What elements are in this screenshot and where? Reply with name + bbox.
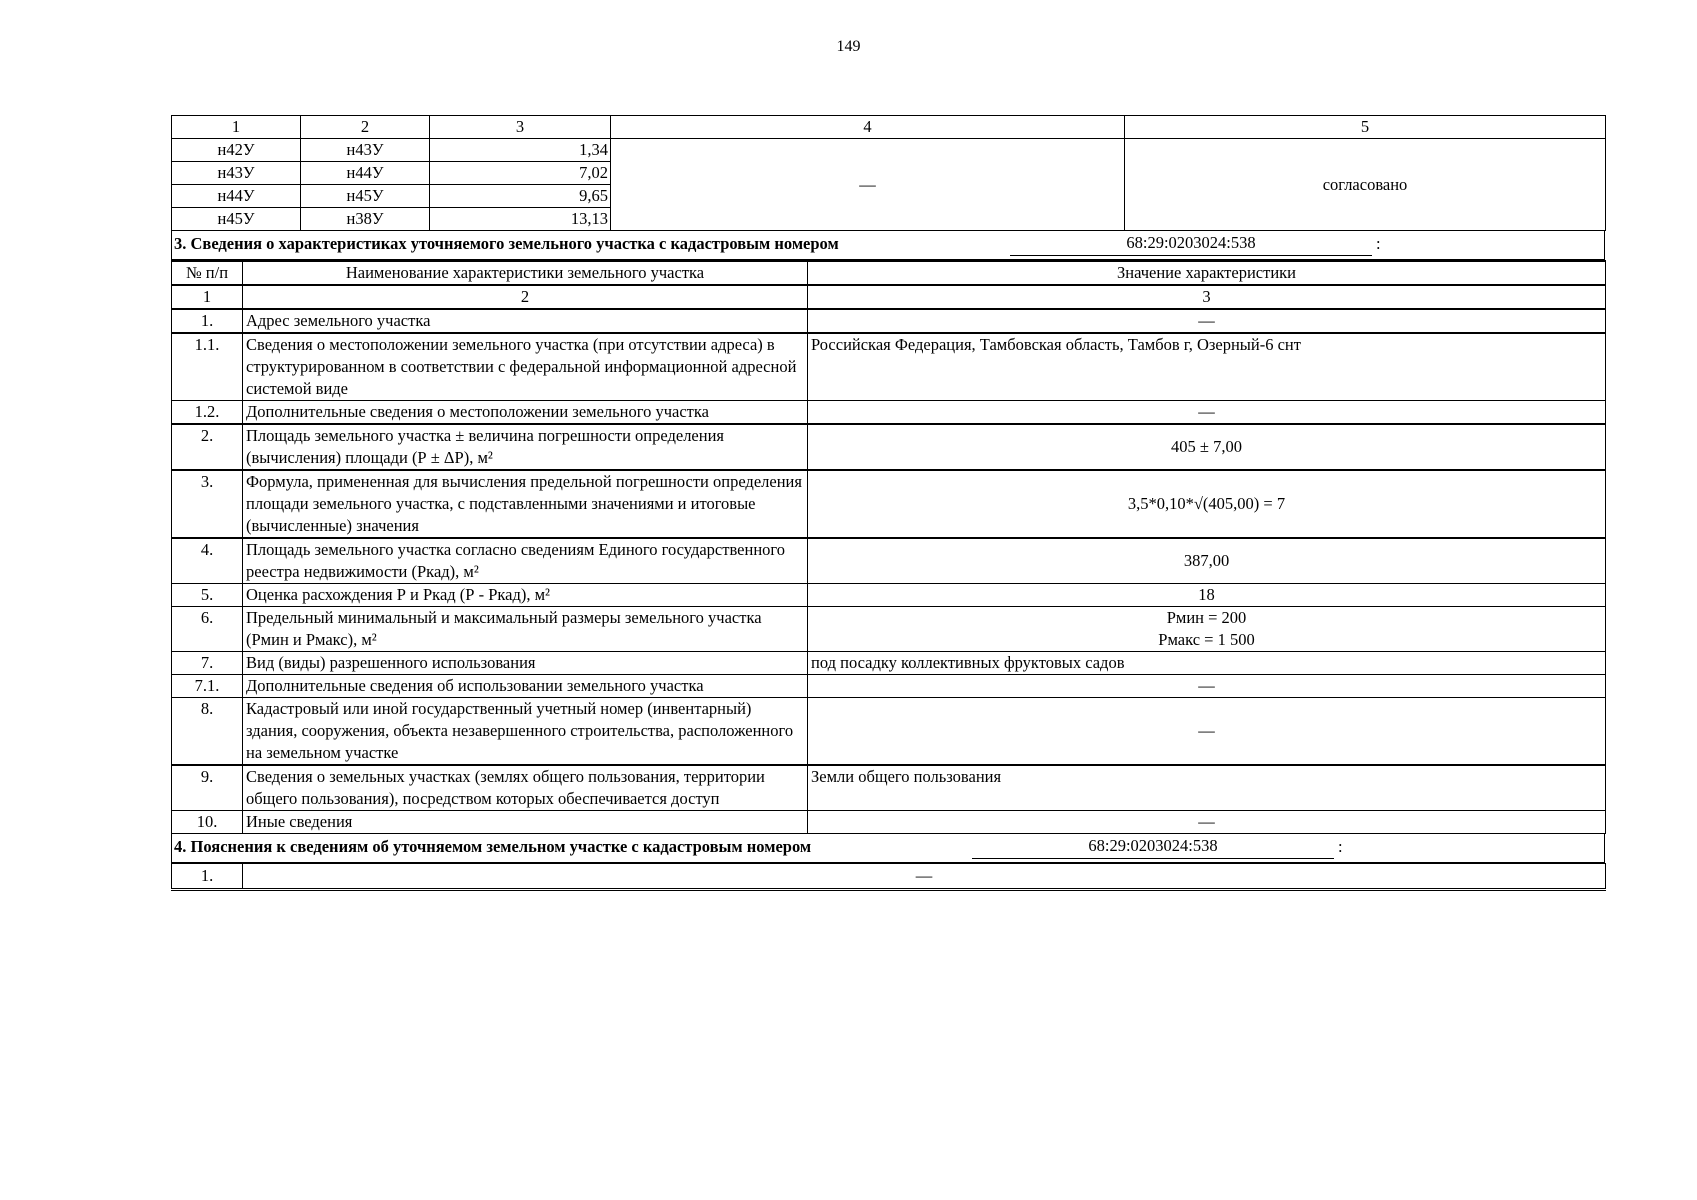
explanation-row (172, 864, 1606, 890)
row-number: 1. (172, 864, 243, 890)
point-to: н38У (301, 208, 430, 231)
characteristic-value: — (808, 811, 1606, 834)
segment-length: 1,34 (430, 139, 611, 162)
point-to: н45У (301, 185, 430, 208)
characteristic-value: — (808, 309, 1606, 333)
characteristic-name: Дополнительные сведения о местоположении земельного участка (243, 401, 808, 425)
row-number: 10. (172, 811, 243, 834)
row-number: 1.2. (172, 401, 243, 425)
row-number: 5. (172, 584, 243, 607)
segment-length: 13,13 (430, 208, 611, 231)
characteristic-value: 387,00 (808, 538, 1606, 584)
characteristic-value: 18 (808, 584, 1606, 607)
characteristic-row (172, 538, 1606, 584)
boundary-header-cell: 3 (430, 116, 611, 139)
header-value: Значение характеристики (808, 261, 1606, 285)
min-area-value: Рмин = 200 (1166, 608, 1247, 627)
point-from: н42У (172, 139, 301, 162)
characteristic-value: 3,5*0,10*√(405,00) = 7 (808, 470, 1606, 538)
boundary-col4-value: — (611, 139, 1125, 231)
characteristic-value: под посадку коллективных фруктовых садов (808, 652, 1606, 675)
row-number: 2. (172, 424, 243, 470)
row-number: 9. (172, 765, 243, 811)
point-from: н45У (172, 208, 301, 231)
characteristic-name: Площадь земельного участка согласно сведениям Единого государственного реестра недвижимости (Ркад), м² (243, 538, 808, 584)
section3-title: 3. Сведения о характеристиках уточняемого земельного участка с кадастровым номером (174, 234, 839, 253)
row-number: 7.1. (172, 675, 243, 698)
characteristic-row (172, 765, 1606, 811)
segment-length: 9,65 (430, 185, 611, 208)
section3-cadastral-wrap (1010, 231, 1372, 256)
document-body (171, 115, 1605, 891)
section4-cadastral-number: 68:29:0203024:538 (972, 834, 1334, 859)
section3-colon: : (1376, 234, 1381, 253)
characteristic-value: — (808, 401, 1606, 425)
row-number: 1. (172, 309, 243, 333)
boundary-header-cell: 4 (611, 116, 1125, 139)
characteristic-row (172, 584, 1606, 607)
characteristic-row (172, 675, 1606, 698)
characteristics-header-row (172, 261, 1606, 285)
characteristic-name: Дополнительные сведения об использовании земельного участка (243, 675, 808, 698)
column-number-row (172, 285, 1606, 309)
section3-cadastral-number: 68:29:0203024:538 (1010, 231, 1372, 256)
boundary-table (171, 115, 1606, 231)
characteristic-value: Земли общего пользования (808, 765, 1606, 811)
characteristic-row (172, 811, 1606, 834)
characteristic-name: Кадастровый или иной государственный учетный номер (инвентарный) здания, сооружения, объекта незавершенного строительства, расположенного на земельном участке (243, 698, 808, 766)
characteristic-row (172, 401, 1606, 425)
characteristic-name: Формула, примененная для вычисления предельной погрешности определения площади земельного участка, с подставленными значениями и итоговые (вычисленные) значения (243, 470, 808, 538)
characteristic-value (808, 607, 1606, 652)
boundary-header-cell: 1 (172, 116, 301, 139)
explanation-value: — (243, 864, 1606, 890)
point-to: н44У (301, 162, 430, 185)
characteristic-row (172, 424, 1606, 470)
section3-heading (171, 231, 1605, 260)
characteristic-name: Адрес земельного участка (243, 309, 808, 333)
header-name: Наименование характеристики земельного участка (243, 261, 808, 285)
approval-status: согласовано (1125, 139, 1606, 231)
section4-heading (171, 834, 1605, 863)
header-number: № п/п (172, 261, 243, 285)
characteristic-name: Сведения о местоположении земельного участка (при отсутствии адреса) в структурированном в соответствии с федеральной информационной адресной системой виде (243, 333, 808, 401)
point-from: н43У (172, 162, 301, 185)
column-number: 2 (243, 285, 808, 309)
column-number: 3 (808, 285, 1606, 309)
section4-title: 4. Пояснения к сведениям об уточняемом земельном участке с кадастровым номером (174, 837, 812, 856)
characteristic-value: — (808, 698, 1606, 766)
point-to: н43У (301, 139, 430, 162)
page-number: 149 (836, 38, 861, 55)
characteristic-value: 405 ± 7,00 (808, 424, 1606, 470)
characteristic-value: — (808, 675, 1606, 698)
explanations-table (171, 863, 1606, 891)
boundary-header-cell: 5 (1125, 116, 1606, 139)
characteristic-row (172, 652, 1606, 675)
characteristic-row (172, 333, 1606, 401)
characteristic-name: Предельный минимальный и максимальный размеры земельного участка (Рмин и Рмакс), м² (243, 607, 808, 652)
row-number: 3. (172, 470, 243, 538)
boundary-row (172, 139, 1606, 162)
characteristics-table (171, 260, 1606, 834)
row-number: 4. (172, 538, 243, 584)
boundary-header-row (172, 116, 1606, 139)
section4-cadastral-wrap (972, 834, 1334, 859)
row-number: 7. (172, 652, 243, 675)
characteristic-row (172, 309, 1606, 333)
max-area-value: Рмакс = 1 500 (1158, 630, 1255, 649)
boundary-header-cell: 2 (301, 116, 430, 139)
row-number: 6. (172, 607, 243, 652)
characteristic-value: Российская Федерация, Тамбовская область, Тамбов г, Озерный-6 снт (808, 333, 1606, 401)
row-number: 1.1. (172, 333, 243, 401)
characteristic-row (172, 470, 1606, 538)
characteristic-name: Вид (виды) разрешенного использования (243, 652, 808, 675)
characteristic-row (172, 607, 1606, 652)
segment-length: 7,02 (430, 162, 611, 185)
row-number: 8. (172, 698, 243, 766)
characteristic-name: Оценка расхождения Р и Ркад (Р - Ркад), м² (243, 584, 808, 607)
characteristic-row (172, 698, 1606, 766)
characteristic-name: Иные сведения (243, 811, 808, 834)
column-number: 1 (172, 285, 243, 309)
characteristic-name: Сведения о земельных участках (землях общего пользования, территории общего пользования), посредством которых обеспечивается доступ (243, 765, 808, 811)
section4-colon: : (1338, 837, 1343, 856)
point-from: н44У (172, 185, 301, 208)
characteristic-name: Площадь земельного участка ± величина погрешности определения (вычисления) площади (Р ± ΔР), м² (243, 424, 808, 470)
